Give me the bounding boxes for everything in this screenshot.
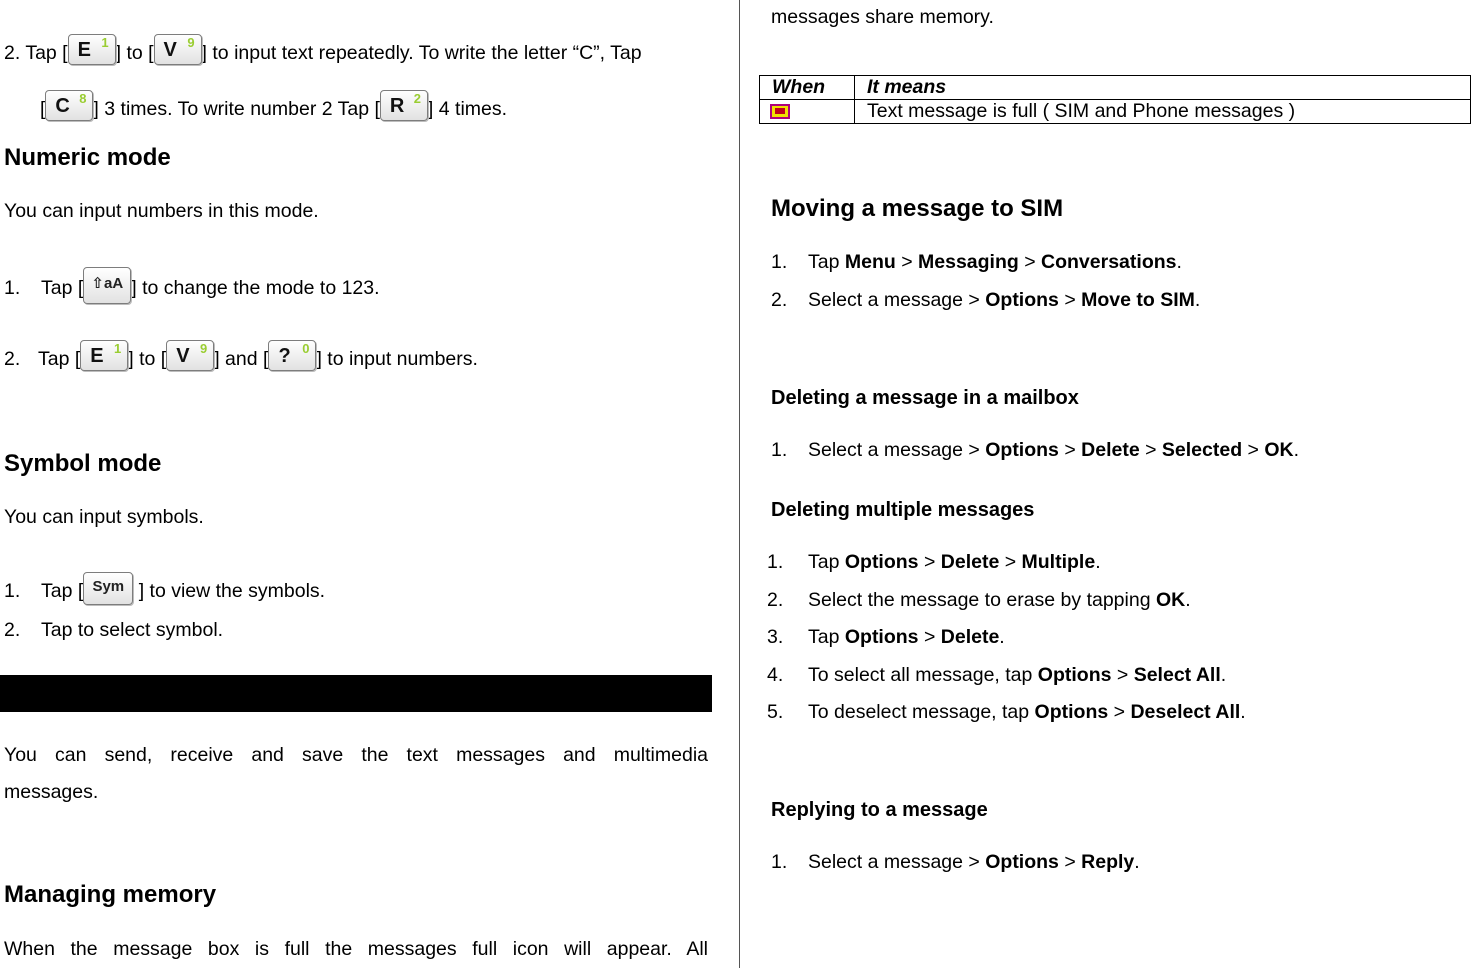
text: Tap [ [41,277,84,299]
key-letter: C [55,95,70,117]
messages-intro-line-2: messages. [4,781,99,803]
ui-term: Reply [1081,851,1135,873]
text: ] to [ [128,348,167,370]
key-number: 1 [101,35,109,50]
key-letter: E [77,39,91,61]
text: > [999,551,1022,573]
key-v-icon [166,340,214,371]
ui-term: Multiple [1021,551,1096,573]
text: > [1242,439,1265,461]
list-item [767,591,1191,611]
key-e-icon [68,34,116,65]
key-number: 0 [302,341,310,356]
ui-term: OK [1264,439,1294,461]
table-cell [760,100,855,124]
text: Tap [ [38,348,81,370]
key-number: 2 [413,91,421,106]
step-number: 4. [767,664,784,686]
text: . [1240,701,1246,723]
text: ] and [ [214,348,269,370]
text: To deselect message, tap [808,701,1035,723]
text: Select a message > [808,289,986,311]
text: ] to input numbers. [316,348,478,370]
step-number: 1. [771,851,788,873]
step-number: 2. [4,619,21,641]
text: > [1018,251,1042,273]
text: . [1095,551,1101,573]
text: > [918,626,941,648]
step-number: 2. [4,348,21,370]
list-item [767,666,1226,686]
text: 2. Tap [ [4,42,68,64]
memory-continuation: messages share memory. [771,6,994,28]
key-e-icon [80,340,128,371]
text: Tap [808,626,845,648]
ui-term: Deselect All [1130,701,1241,723]
ui-term: Delete [940,626,1000,648]
text: Tap [808,251,845,273]
ui-term: Options [985,439,1059,461]
text: Tap [ [41,580,84,602]
heading-managing-memory: Managing memory [4,881,217,908]
ui-term: Select All [1133,664,1221,686]
text: ] to [ [115,42,154,64]
text: ] to input text repeatedly. To write the letter “C”, Tap [201,42,642,64]
ui-term: Options [985,289,1059,311]
symbol-description: You can input symbols. [4,506,204,528]
ui-term: Options [844,626,919,648]
heading-numeric-mode: Numeric mode [4,144,171,171]
mode-key-icon [83,267,131,304]
text: . [1194,289,1201,311]
list-item [771,441,1299,461]
text: Tap to select symbol. [41,619,224,641]
ui-term: Delete [940,551,1000,573]
key-label: ⇧aA [91,275,124,292]
step-number: 3. [767,626,784,648]
text: > [1058,289,1082,311]
ui-term: OK [1155,589,1186,611]
step-number: 1. [4,580,21,602]
step-number: 1. [4,277,21,299]
messages-intro-line-1: You can send, receive and save the text messages and multimedia [4,744,708,766]
key-letter: V [176,345,190,367]
symbol-step-1 [4,572,325,605]
numeric-step-2 [4,340,478,371]
ui-term: Selected [1161,439,1243,461]
list-item [767,628,1005,648]
column-divider [739,0,740,968]
text: Tap [808,551,845,573]
key-letter: R [389,95,405,117]
text: > [918,551,941,573]
text: [ [40,98,46,120]
key-r-icon [380,90,428,121]
text: ] to view the symbols. [133,580,326,602]
list-item [771,253,1182,273]
key-label: Sym [92,578,125,595]
numeric-description: You can input numbers in this mode. [4,200,319,222]
ui-term: Move to SIM [1081,289,1195,311]
text: To select all message, tap [808,664,1038,686]
heading-symbol-mode: Symbol mode [4,450,162,477]
memory-description: When the message box is full the messages full icon will appear. All [4,938,708,960]
text: > [1058,439,1082,461]
symbol-step-2 [4,621,223,641]
ui-term: Delete [1081,439,1140,461]
text: . [999,626,1005,648]
key-letter: ? [278,345,291,367]
key-letter: E [90,345,104,367]
text: > [1108,701,1131,723]
ui-term: Menu [844,251,896,273]
text: > [1111,664,1134,686]
table-header-cell: When [760,76,855,100]
messages-full-icon [770,104,790,119]
key-v-icon [154,34,202,65]
heading-move-to-sim: Moving a message to SIM [771,195,1064,222]
text: > [1139,439,1162,461]
section-header-bar [0,675,712,712]
ui-term: Options [1037,664,1112,686]
key-number: 1 [114,341,122,356]
heading-delete-multiple: Deleting multiple messages [771,499,1035,521]
ui-term: Options [985,851,1059,873]
key-number: 9 [187,35,195,50]
ui-term: Conversations [1041,251,1177,273]
numeric-step-1 [4,267,380,304]
step-number: 1. [767,551,784,573]
step-2-line-2 [40,90,507,121]
text: ] 4 times. [427,98,508,120]
list-item [767,553,1101,573]
table-row [760,100,1471,124]
ui-term: Options [1034,701,1109,723]
status-icon-table [759,75,1471,124]
text: Select a message > [808,851,986,873]
text: > [1058,851,1082,873]
list-item [767,703,1246,723]
heading-reply: Replying to a message [771,799,988,821]
key-number: 9 [199,341,208,356]
text: Select the message to erase by tapping [808,589,1156,611]
sym-key-icon [83,572,133,605]
text: Select a message > [808,439,986,461]
step-2-line-1 [4,34,642,65]
step-number: 1. [771,251,788,273]
step-number: 5. [767,701,784,723]
key-c-icon [45,90,93,121]
text: ] to change the mode to 123. [131,277,380,299]
ui-term: Options [844,551,919,573]
key-letter: V [163,39,177,61]
step-number: 1. [771,439,788,461]
text: . [1176,251,1182,273]
key-question-icon [268,340,316,371]
text: . [1134,851,1140,873]
table-cell: Text message is full ( SIM and Phone messages ) [855,100,1471,124]
list-item [771,291,1200,311]
heading-delete-message: Deleting a message in a mailbox [771,387,1079,409]
step-number: 2. [767,589,784,611]
text: ] 3 times. To write number 2 Tap [ [93,98,380,120]
key-number: 8 [79,91,87,106]
table-header-row [760,76,1471,100]
text: . [1293,439,1300,461]
text: > [895,251,919,273]
list-item [771,853,1140,873]
text: . [1220,664,1227,686]
text: . [1185,589,1191,611]
step-number: 2. [771,289,788,311]
ui-term: Messaging [918,251,1019,273]
table-header-cell: It means [855,76,1471,100]
